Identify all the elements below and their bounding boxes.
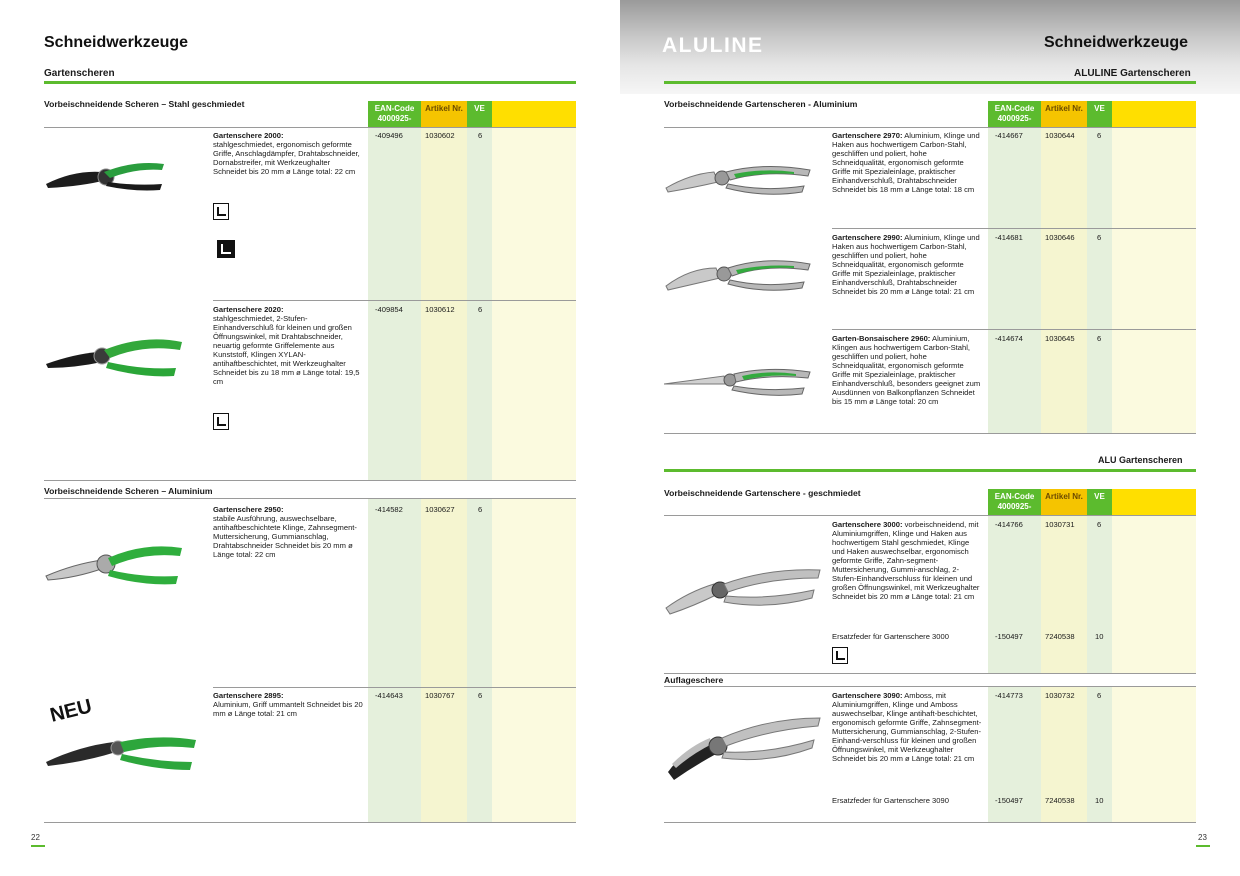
article-value: 1030612 <box>425 305 455 314</box>
ve-column <box>1087 489 1112 673</box>
ean-column <box>988 489 1041 673</box>
ve-value: 6 <box>1097 691 1102 700</box>
product-description <box>213 505 363 559</box>
ve-value: 6 <box>478 131 483 140</box>
ean-value: -414674 <box>995 334 1023 343</box>
divider <box>664 686 1196 687</box>
alu-title-rule <box>664 469 1196 472</box>
product-text: Aluminium, Klinge und Haken aus hochwertigem Carbon-Stahl, geschliffen und poliert, hohe Schneidqualität, ergonomisch geformte Griffe mit Spezialeinlage, praktischer Einhandverschluß, Drahtabschneider Schneidet bis 20 mm ø Länge total: 21 cm <box>832 233 980 296</box>
ean-value: -414773 <box>995 691 1023 700</box>
product-text: Aluminium, Griff ummantelt Schneidet bis 20 mm ø Länge total: 21 cm <box>213 700 363 718</box>
divider <box>44 498 576 499</box>
header-ve: VE <box>1087 489 1112 515</box>
ve-value: 6 <box>1097 131 1102 140</box>
right-page-title: Schneidwerkzeuge <box>1044 34 1189 51</box>
product-name: Gartenschere 3000: <box>832 520 903 529</box>
header-article: Artikel Nr. <box>1041 489 1087 515</box>
divider <box>832 329 1196 330</box>
article-value: 1030644 <box>1045 131 1075 140</box>
header-extra <box>1112 101 1196 127</box>
divider <box>664 515 1196 516</box>
ean-value: -414643 <box>375 691 403 700</box>
product-text: stabile Ausführung, auswechselbare, antihaftbeschichtete Klinge, Zahnsegment-Muttersicherung, Gummianschlag, Drahtabschneider Schneidet bis 20 mm ø Länge total: 22 cm <box>213 514 357 559</box>
product-name: Gartenschere 2950: <box>213 505 284 514</box>
ean-value: -409496 <box>375 131 403 140</box>
ve-column <box>467 101 492 480</box>
ve-value: 10 <box>1095 796 1104 805</box>
product-name: Gartenschere 2895: <box>213 691 284 700</box>
article-value: 1030645 <box>1045 334 1075 343</box>
header-ve: VE <box>467 101 492 127</box>
product-name: Gartenschere 2000: <box>213 131 284 140</box>
article-column <box>1041 489 1087 673</box>
product-description <box>832 233 982 296</box>
ve-value: 6 <box>478 505 483 514</box>
left-page-subtitle: Gartenscheren <box>44 68 115 79</box>
product-text: stahlgeschmiedet, 2-Stufen-Einhandverschluß für kleinen und großen Öffnungswinkel, mit Drahtabschneider, neuartig geformte Griffelemente aus Kunststoff, Klingen XYLAN-antihaftbeschichtet, mit Werkzeughalter Schneidet bis zu 18 mm ø Länge total: 19,5 cm <box>213 314 360 386</box>
product-text: vorbeischneidend, mit Aluminiumgriffen, Klinge und Haken aus hochwertigem Stahl geschmiedet, Klinge und Haken auswechselbar, ergonomisch geformte Griffe, Zahn-segment-Muttersicherung, Gummi-anschlag, 2-Stufen-Einhandverschluss für kleinen und großen Öffnungswinkel, mit Werkzeughalter Schneidet bis 20 mm ø Länge total: 21 cm <box>832 520 980 601</box>
divider <box>44 127 576 128</box>
product-text: Amboss, mit Aluminiumgriffen, Klinge und Amboss auswechselbar, Klinge antihaft-beschichtet, ergonomisch geformte Griffe, Zahnsegment-Muttersicherung, Gummianschlag, 2-Stufen-Einhand-verschluss für kleinen und großen Öffnungswinkel, mit Werkzeughalter Schneidet bis 20 mm ø Länge total: 21 cm <box>832 691 982 763</box>
pruner-2990-image <box>664 254 814 298</box>
ean-value: -414667 <box>995 131 1023 140</box>
ve-value: 6 <box>478 305 483 314</box>
product-description <box>832 520 982 601</box>
pruner-2020-image <box>44 328 184 380</box>
pruner-2970-image <box>664 160 814 200</box>
alu-section-title: ALU Gartenscheren <box>1098 455 1183 465</box>
bonsai-pruner-2960-image <box>664 364 814 400</box>
header-extra <box>1112 489 1196 515</box>
spare-part-description: Ersatzfeder für Gartenschere 3090 <box>832 796 949 805</box>
right-page-subtitle: ALULINE Gartenscheren <box>1074 68 1191 79</box>
divider <box>44 822 576 823</box>
page-number: 22 <box>31 833 40 842</box>
article-column <box>421 101 467 480</box>
section-title: Vorbeischneidende Gartenschere - geschmiedet <box>664 488 861 498</box>
divider <box>664 433 1196 434</box>
pruner-2000-image <box>44 150 166 202</box>
divider <box>832 228 1196 229</box>
product-text: stahlgeschmiedet, ergonomisch geformte Griffe, Anschlagdämpfer, Drahtabschneider, Dornabstreifer, mit Werkzeughalter Schneidet bis 20 mm ø Länge total: 22 cm <box>213 140 360 176</box>
header-article: Artikel Nr. <box>1041 101 1087 127</box>
ve-column <box>467 498 492 822</box>
divider <box>664 822 1196 823</box>
ean-value: -414582 <box>375 505 403 514</box>
product-description <box>213 305 363 386</box>
product-description <box>832 334 982 406</box>
extra-column <box>1112 101 1196 433</box>
anvil-pruner-3090-image <box>664 716 824 782</box>
extra-column <box>492 498 576 822</box>
article-value: 1030627 <box>425 505 455 514</box>
article-value: 1030767 <box>425 691 455 700</box>
ean-value: -409854 <box>375 305 403 314</box>
ve-value: 6 <box>1097 233 1102 242</box>
product-text: Aluminium, Klingen aus hochwertigem Carbon-Stahl, geschliffen und poliert, hohe Schneidqualität, ergonomisch geformte Griffe mit Spezialeinlage, praktischer Einhandverschluß, besonders geeignet zum Ausdünnen von Balkonpflanzen Schneidet bis 15 mm ø Länge total: 20 cm <box>832 334 981 406</box>
extra-column <box>1112 489 1196 673</box>
left-title-rule <box>44 81 576 84</box>
page-number-rule <box>1196 845 1210 847</box>
divider <box>664 127 1196 128</box>
article-value: 1030602 <box>425 131 455 140</box>
ean-value: -150497 <box>995 632 1023 641</box>
design-award-logo <box>213 232 247 266</box>
section-title: Vorbeischneidende Scheren – Aluminium <box>44 486 213 496</box>
ve-value: 6 <box>1097 334 1102 343</box>
left-page-title: Schneidwerkzeuge <box>44 34 189 51</box>
divider <box>44 480 576 481</box>
article-column <box>1041 101 1087 433</box>
extra-column <box>1112 686 1196 822</box>
header-ean: EAN-Code 4000925- <box>988 101 1041 127</box>
product-name: Gartenschere 3090: <box>832 691 903 700</box>
section-title: Vorbeischneidende Gartenscheren - Aluminium <box>664 99 858 109</box>
product-description <box>213 691 363 718</box>
divider <box>213 687 576 688</box>
page-number: 23 <box>1198 833 1207 842</box>
ve-value: 10 <box>1095 632 1104 641</box>
pruner-2950-image <box>44 538 184 588</box>
tool-holder-icon <box>213 413 229 430</box>
header-extra <box>492 101 576 127</box>
right-title-rule <box>664 81 1196 84</box>
article-value: 1030646 <box>1045 233 1075 242</box>
product-description <box>832 131 982 194</box>
ean-column <box>368 498 421 822</box>
header-ean: EAN-Code 4000925- <box>988 489 1041 515</box>
tool-holder-icon <box>213 203 229 220</box>
article-column <box>421 498 467 822</box>
product-name: Garten-Bonsaischere 2960: <box>832 334 931 343</box>
ean-column <box>368 101 421 480</box>
pruner-3000-image <box>664 566 824 618</box>
ean-value: -414681 <box>995 233 1023 242</box>
section-title: Auflageschere <box>664 675 724 685</box>
ve-value: 6 <box>478 691 483 700</box>
product-text: Aluminium, Klinge und Haken aus hochwertigem Carbon-Stahl, geschliffen und poliert, hohe Schneidqualität, ergonomisch geformte Griffe mit Spezialeinlage, praktischer Einhandverschluß, Drahtabschneider Schneidet bis 18 mm ø Länge total: 18 cm <box>832 131 980 194</box>
article-value: 7240538 <box>1045 796 1075 805</box>
ean-value: -150497 <box>995 796 1023 805</box>
new-badge: NEU <box>47 695 95 727</box>
extra-column <box>492 101 576 480</box>
section-title: Vorbeischneidende Scheren – Stahl geschmiedet <box>44 99 245 109</box>
pruner-2895-image <box>44 732 200 776</box>
product-description <box>832 691 982 763</box>
product-name: Gartenschere 2970: <box>832 131 903 140</box>
product-description <box>213 131 363 176</box>
ve-column <box>1087 101 1112 433</box>
spare-part-description: Ersatzfeder für Gartenschere 3000 <box>832 632 949 641</box>
article-value: 1030731 <box>1045 520 1075 529</box>
ve-value: 6 <box>1097 520 1102 529</box>
brand-logo: ALULINE <box>662 34 764 57</box>
divider <box>664 673 1196 674</box>
divider <box>213 300 576 301</box>
article-value: 1030732 <box>1045 691 1075 700</box>
product-name: Gartenschere 2990: <box>832 233 903 242</box>
ean-column <box>988 101 1041 433</box>
header-ve: VE <box>1087 101 1112 127</box>
ean-value: -414766 <box>995 520 1023 529</box>
tool-holder-icon <box>832 647 848 664</box>
product-name: Gartenschere 2020: <box>213 305 284 314</box>
page-number-rule <box>31 845 45 847</box>
header-article: Artikel Nr. <box>421 101 467 127</box>
article-value: 7240538 <box>1045 632 1075 641</box>
header-ean: EAN-Code 4000925- <box>368 101 421 127</box>
